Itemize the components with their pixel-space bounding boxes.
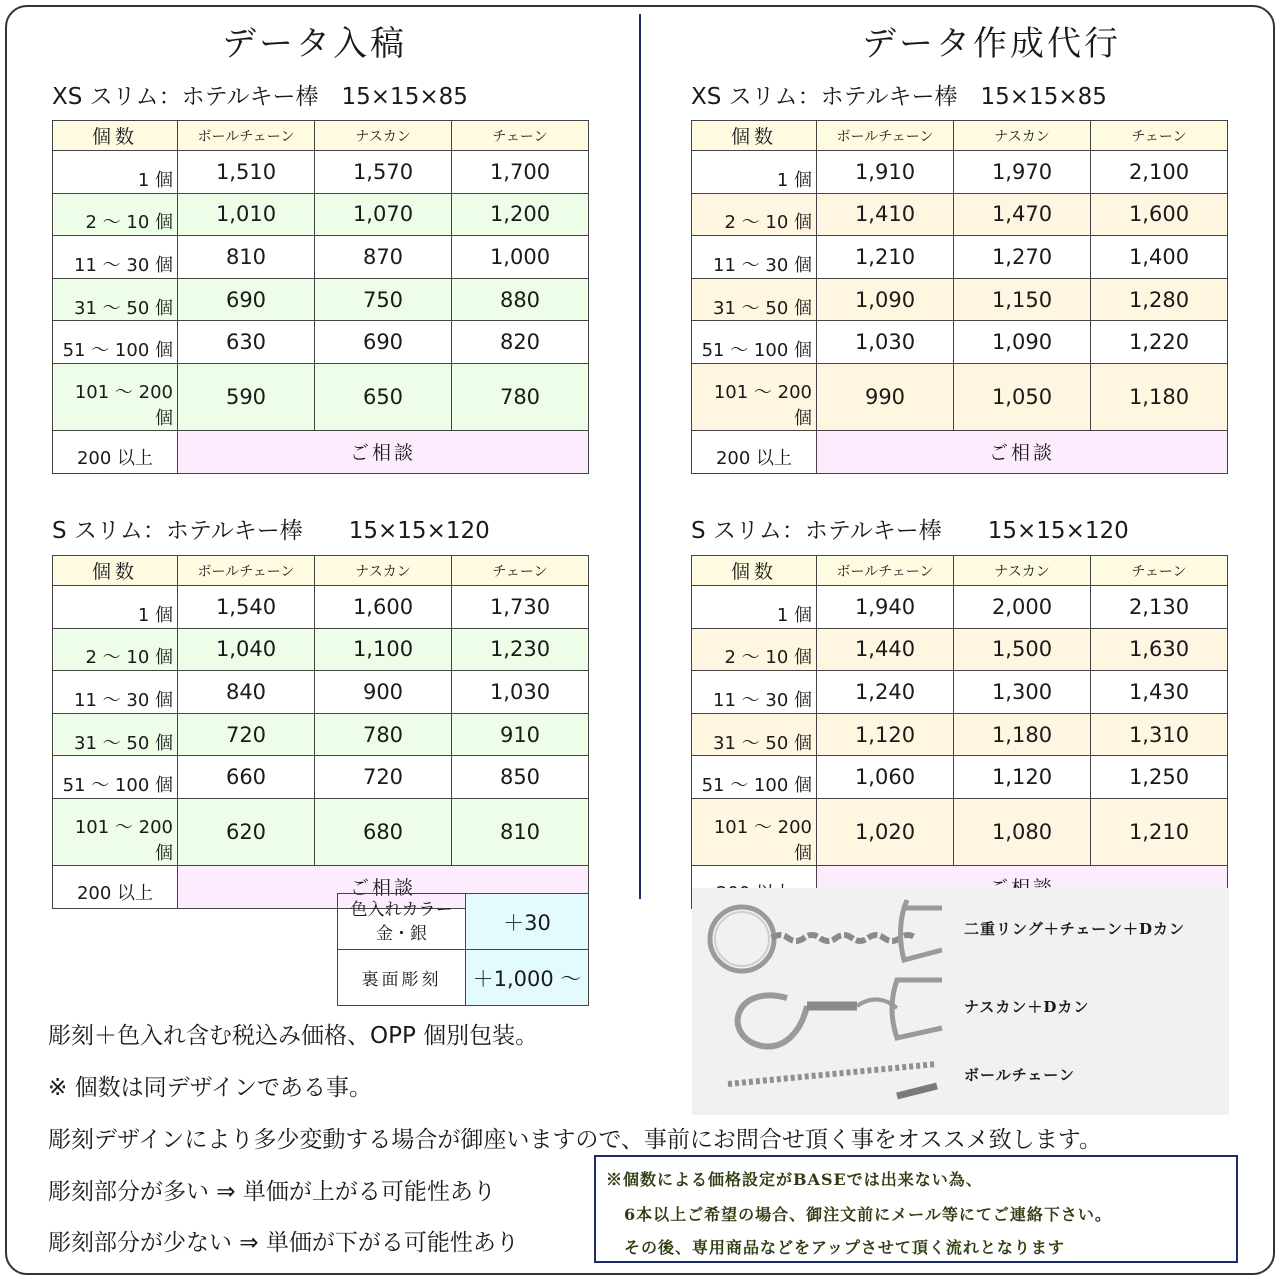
header-qty: 個数 [692,121,817,151]
table-row [53,628,589,671]
price-cell: 1,300 [954,671,1091,714]
price-table [52,555,589,909]
base-notice-box [594,1155,1238,1263]
note-5: 彫刻部分が少ない ⇒ 単価が下がる可能性あり [48,1230,519,1256]
right-xs-title: XS スリム：ホテルキー棒 15×15×85 [691,84,1107,110]
price-cell: 720 [315,756,452,799]
note-3: 彫刻デザインにより多少変動する場合が御座いますので、事前にお問合せ頂く事をオススメ致します。 [48,1127,1102,1153]
price-cell: 1,220 [1091,321,1228,364]
table-row [692,628,1228,671]
price-cell: 780 [315,713,452,756]
price-cell: 1,120 [954,756,1091,799]
option-label-color [338,894,466,950]
qty-cell: 1 個 [692,151,817,194]
price-cell: 690 [178,278,315,321]
price-cell: 1,000 [452,236,589,279]
qty-cell: 51 ～ 100 個 [53,321,178,364]
option-value-color: ＋30 [466,894,589,950]
price-cell: 1,540 [178,586,315,629]
table-row [692,756,1228,799]
price-cell: 1,020 [817,798,954,865]
price-table [691,555,1228,909]
qty-cell: 200 以上 [53,865,178,908]
price-cell: 1,630 [1091,628,1228,671]
price-cell: 1,150 [954,278,1091,321]
qty-cell: 31 ～ 50 個 [692,278,817,321]
header-ball-chain: ボールチェーン [178,121,315,151]
price-cell: 1,250 [1091,756,1228,799]
table-row [53,236,589,279]
ball-chain-icon [728,1064,937,1084]
note-1: 彫刻＋色入れ含む税込み価格、OPP 個別包装。 [48,1023,539,1049]
price-cell: 850 [452,756,589,799]
qty-cell: 1 個 [53,151,178,194]
chain-icon [772,935,916,941]
header-chain: チェーン [1091,556,1228,586]
price-cell: 620 [178,798,315,865]
price-cell: 1,730 [452,586,589,629]
table-row [692,713,1228,756]
table-row [53,193,589,236]
consult-cell: ご相談 [817,430,1228,473]
price-cell: 1,270 [954,236,1091,279]
d-ring-icon-2 [892,980,942,1038]
price-table [52,120,589,474]
header-chain: チェーン [452,121,589,151]
label-ball-chain: ボールチェーン [964,1066,1075,1084]
price-cell: 810 [178,236,315,279]
table-row [53,756,589,799]
table-header-row [53,556,589,586]
price-cell: 840 [178,671,315,714]
price-cell: 1,090 [954,321,1091,364]
qty-cell: 11 ～ 30 個 [692,671,817,714]
product-photo [692,888,1229,1115]
qty-cell: 2 ～ 10 個 [53,628,178,671]
table-row [53,278,589,321]
qty-cell: 2 ～ 10 個 [53,193,178,236]
price-cell: 1,080 [954,798,1091,865]
price-cell: 720 [178,713,315,756]
header-chain: チェーン [452,556,589,586]
right-heading: データ作成代行 [862,24,1121,64]
left-s-title: S スリム：ホテルキー棒 15×15×120 [52,518,490,544]
qty-cell: 11 ～ 30 個 [53,236,178,279]
table-row-consult [692,430,1228,473]
header-nas-kan: ナスカン [315,121,452,151]
label-nas-d: ナスカン＋Dカン [964,998,1090,1016]
table-row [692,321,1228,364]
option-label-color-line1: 色入れカラー [350,899,453,920]
price-cell: 1,210 [1091,798,1228,865]
price-cell: 2,130 [1091,586,1228,629]
price-cell: 1,120 [817,713,954,756]
price-cell: 880 [452,278,589,321]
qty-cell: 200 以上 [692,430,817,473]
qty-cell: 31 ～ 50 個 [692,713,817,756]
price-cell: 1,510 [178,151,315,194]
table-row [692,278,1228,321]
left-xs-title: XS スリム：ホテルキー棒 15×15×85 [52,84,468,110]
price-cell: 1,230 [452,628,589,671]
price-cell: 1,470 [954,193,1091,236]
table-row [53,151,589,194]
price-cell: 1,910 [817,151,954,194]
qty-cell: 51 ～ 100 個 [53,756,178,799]
price-cell: 1,100 [315,628,452,671]
table-row [53,671,589,714]
price-cell: 1,970 [954,151,1091,194]
price-cell: 1,310 [1091,713,1228,756]
price-cell: 1,410 [817,193,954,236]
option-row-color [338,894,589,950]
note-2: ※ 個数は同デザインである事。 [48,1075,372,1101]
split-ring-icon [710,907,774,971]
price-cell: 680 [315,798,452,865]
qty-cell: 2 ～ 10 個 [692,628,817,671]
price-cell: 1,570 [315,151,452,194]
header-ball-chain: ボールチェーン [817,121,954,151]
price-cell: 1,070 [315,193,452,236]
price-cell: 1,180 [954,713,1091,756]
qty-cell: 101 ～ 200 個 [53,363,178,430]
price-cell: 1,200 [452,193,589,236]
price-cell: 1,090 [817,278,954,321]
table-row [692,586,1228,629]
option-label-back: 裏面彫刻 [338,950,466,1006]
qty-cell: 31 ～ 50 個 [53,278,178,321]
price-cell: 990 [817,363,954,430]
qty-cell: 200 以上 [53,430,178,473]
price-cell: 1,240 [817,671,954,714]
price-cell: 1,030 [452,671,589,714]
table-row [53,713,589,756]
note-4: 彫刻部分が多い ⇒ 単価が上がる可能性あり [48,1179,496,1205]
snap-hook-icon [738,995,807,1046]
price-cell: 780 [452,363,589,430]
qty-cell: 101 ～ 200 個 [53,798,178,865]
price-cell: 1,280 [1091,278,1228,321]
header-qty: 個数 [692,556,817,586]
qty-cell: 1 個 [692,586,817,629]
price-cell: 750 [315,278,452,321]
qty-cell: 101 ～ 200 個 [692,363,817,430]
table-row [53,798,589,865]
header-ball-chain: ボールチェーン [817,556,954,586]
price-cell: 2,100 [1091,151,1228,194]
table-row [53,363,589,430]
price-table [691,120,1228,474]
qty-cell: 101 ～ 200 個 [692,798,817,865]
table-row [692,151,1228,194]
option-label-color-line2: 金・銀 [376,923,427,944]
base-notice-line-2: 6本以上ご希望の場合、御注文前にメール等にてご連絡下さい。 [624,1205,1112,1224]
price-cell: 1,040 [178,628,315,671]
right-s-title: S スリム：ホテルキー棒 15×15×120 [691,518,1129,544]
qty-cell: 51 ～ 100 個 [692,321,817,364]
left-heading: データ入稿 [222,24,407,64]
table-row [692,236,1228,279]
table-row [692,671,1228,714]
price-cell: 820 [452,321,589,364]
price-cell: 1,600 [1091,193,1228,236]
price-cell: 1,430 [1091,671,1228,714]
option-row-back [338,950,589,1006]
price-cell: 1,440 [817,628,954,671]
qty-cell: 51 ～ 100 個 [692,756,817,799]
qty-cell: 2 ～ 10 個 [692,193,817,236]
price-cell: 650 [315,363,452,430]
qty-cell: 11 ～ 30 個 [692,236,817,279]
label-double-ring: 二重リング＋チェーン＋Dカン [964,920,1185,938]
option-table [337,893,589,1006]
price-cell: 1,060 [817,756,954,799]
price-cell: 870 [315,236,452,279]
qty-cell: 1 個 [53,586,178,629]
price-cell: 690 [315,321,452,364]
price-cell: 1,600 [315,586,452,629]
qty-cell: 31 ～ 50 個 [53,713,178,756]
table-row [692,363,1228,430]
price-cell: 1,010 [178,193,315,236]
header-chain: チェーン [1091,121,1228,151]
table-row [692,193,1228,236]
price-cell: 1,940 [817,586,954,629]
table-row-consult [53,430,589,473]
header-nas-kan: ナスカン [954,556,1091,586]
table-row [53,321,589,364]
base-notice-line-1: ※個数による価格設定がBASEでは出来ない為、 [606,1170,983,1189]
qty-cell: 11 ～ 30 個 [53,671,178,714]
consult-cell: ご相談 [178,430,589,473]
price-cell: 1,500 [954,628,1091,671]
consult-cell: ご相談 [178,865,589,908]
table-header-row [53,121,589,151]
column-divider [639,14,641,899]
header-nas-kan: ナスカン [954,121,1091,151]
header-ball-chain: ボールチェーン [178,556,315,586]
price-cell: 900 [315,671,452,714]
option-value-back: ＋1,000 ～ [466,950,589,1006]
price-cell: 910 [452,713,589,756]
price-cell: 660 [178,756,315,799]
table-header-row [692,556,1228,586]
header-qty: 個数 [53,121,178,151]
table-row [53,586,589,629]
price-cell: 1,050 [954,363,1091,430]
price-cell: 1,030 [817,321,954,364]
header-qty: 個数 [53,556,178,586]
price-cell: 2,000 [954,586,1091,629]
base-notice-line-3: その後、専用商品などをアップさせて頂く流れとなります [624,1238,1065,1257]
price-cell: 1,400 [1091,236,1228,279]
price-cell: 1,180 [1091,363,1228,430]
table-row [692,798,1228,865]
price-cell: 1,700 [452,151,589,194]
table-header-row [692,121,1228,151]
price-cell: 590 [178,363,315,430]
price-cell: 630 [178,321,315,364]
price-cell: 810 [452,798,589,865]
price-cell: 1,210 [817,236,954,279]
header-nas-kan: ナスカン [315,556,452,586]
